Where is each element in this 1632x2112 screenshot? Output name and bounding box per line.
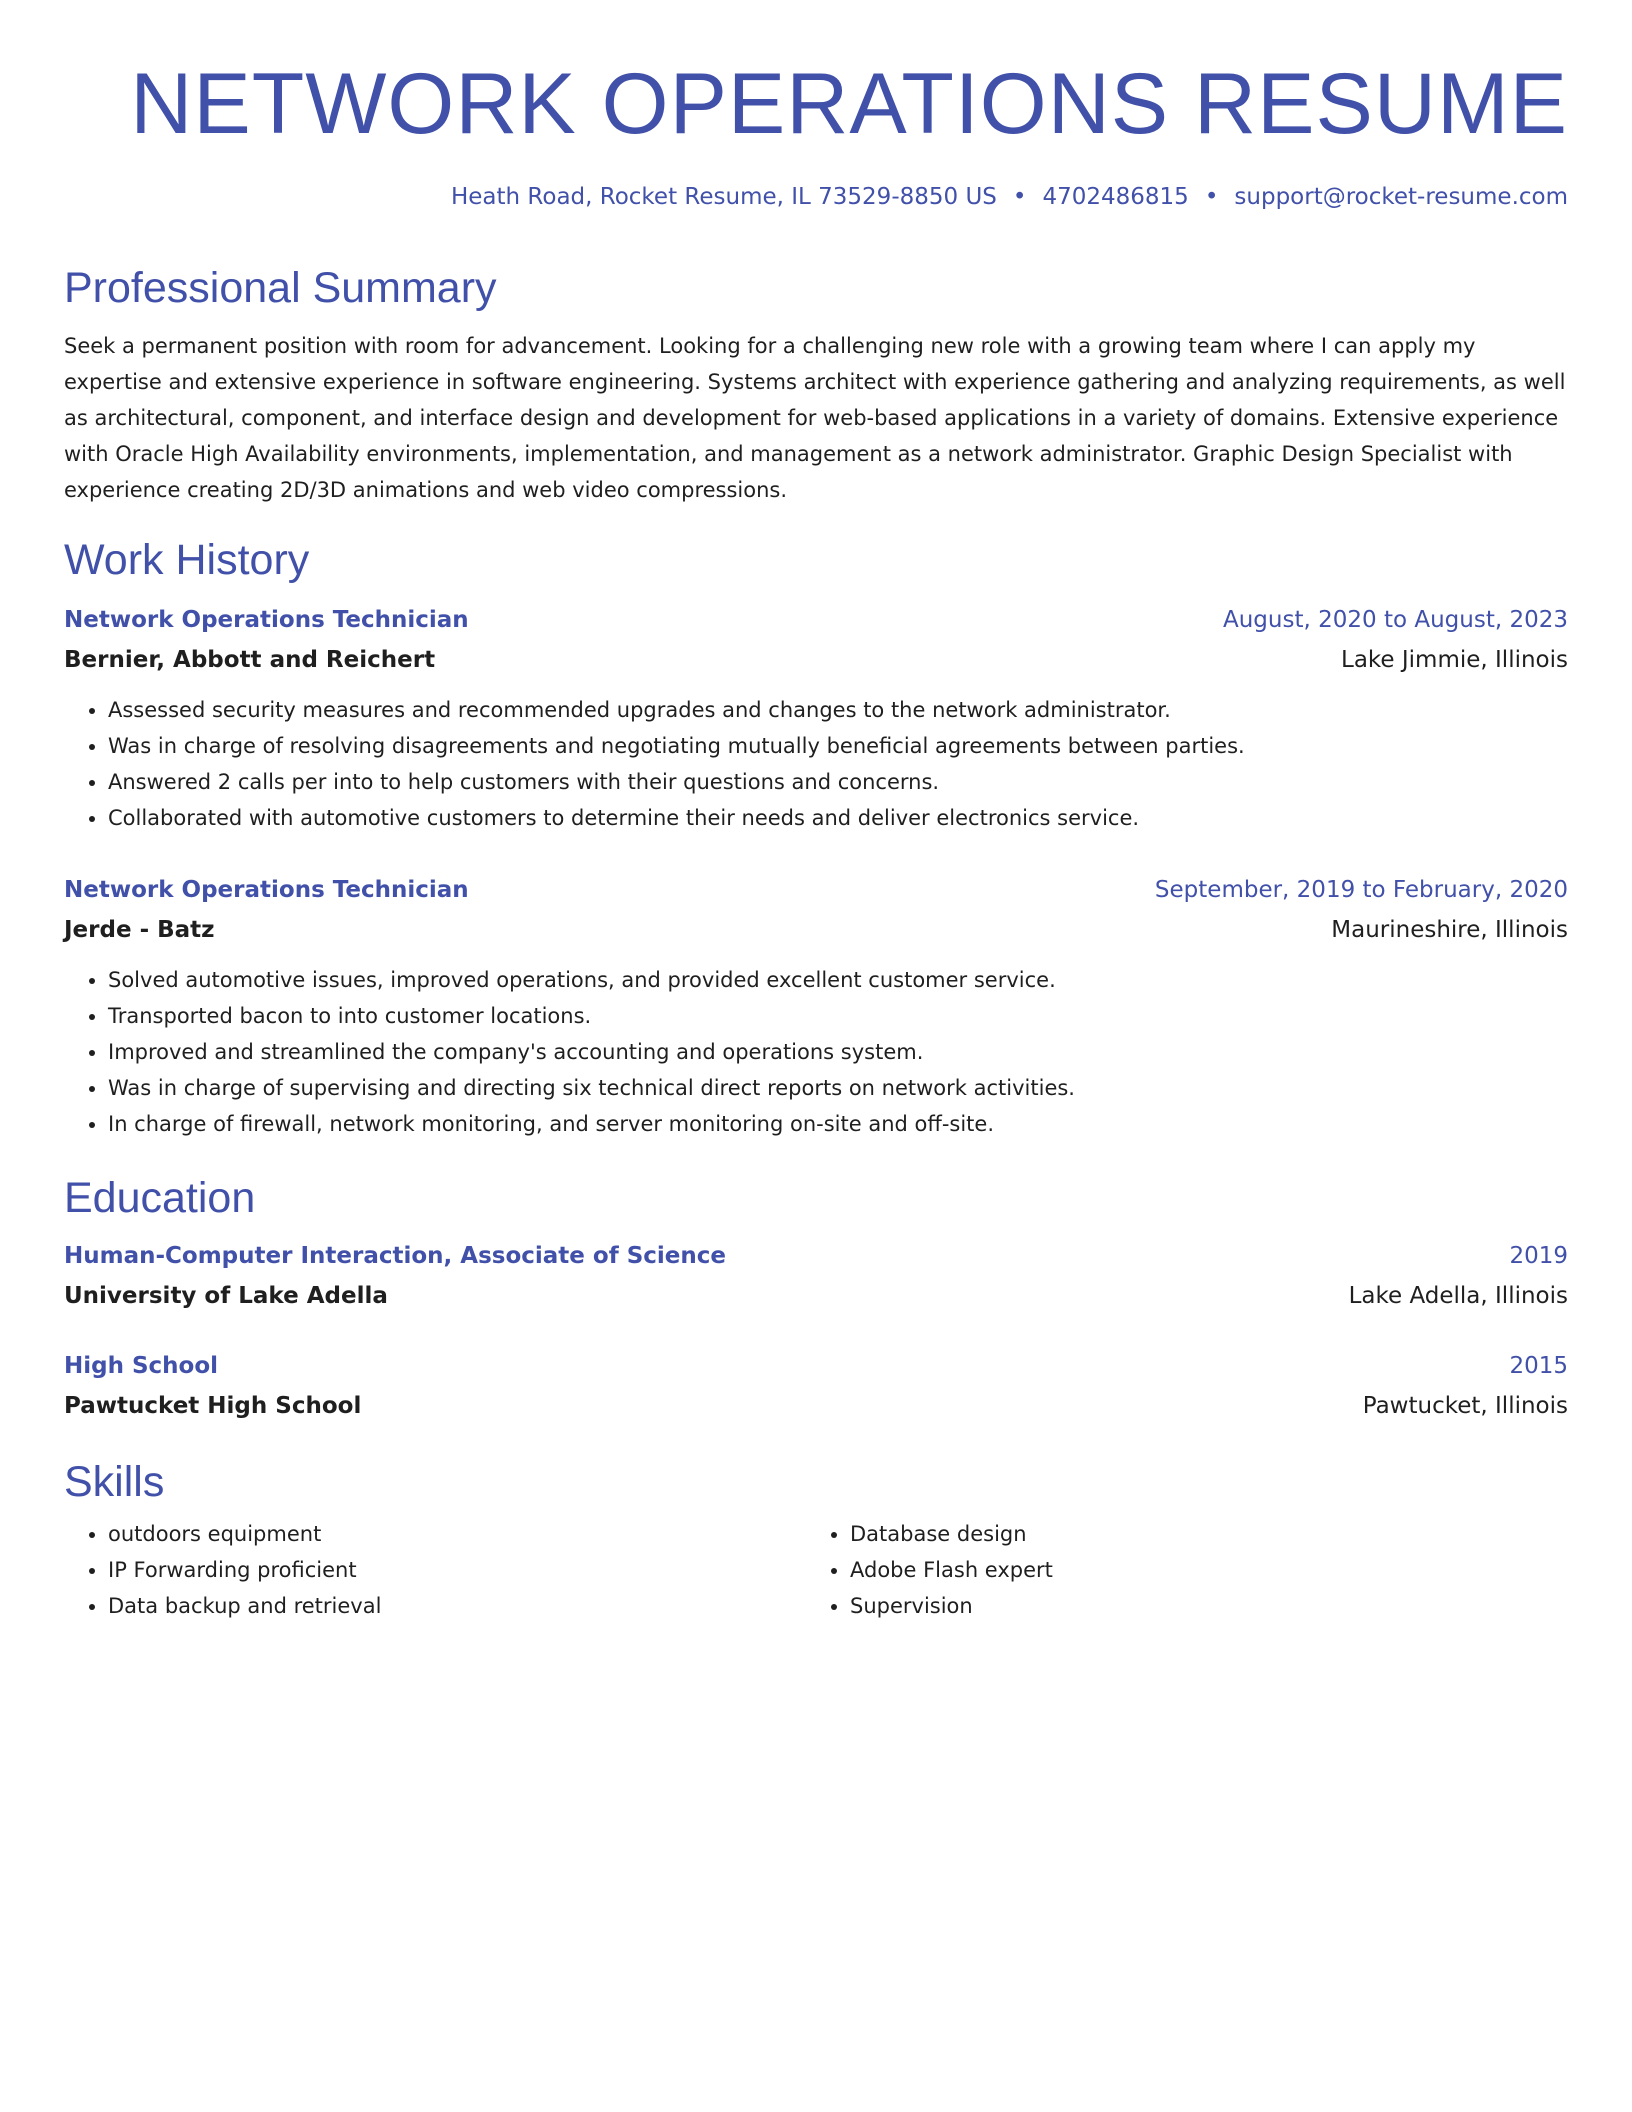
skills-column-left	[64, 1516, 806, 1624]
job-bullet: • Was in charge of supervising and directing six technical direct reports on network activities.	[108, 1070, 1568, 1106]
skills-column-right	[806, 1516, 1548, 1624]
job-company: Bernier, Abbott and Reichert	[64, 647, 436, 673]
education-header-row	[64, 1236, 1568, 1276]
education-school-row	[64, 1386, 1568, 1426]
summary-heading: Professional Summary	[64, 264, 497, 312]
job-entry	[64, 870, 1568, 1142]
job-bullet: • Transported bacon to into customer locations.	[108, 998, 1568, 1034]
skill-item: • Adobe Flash expert	[850, 1552, 1548, 1588]
job-header-row	[64, 600, 1568, 640]
job-dates: September, 2019 to February, 2020	[1154, 877, 1568, 903]
education-header-row	[64, 1346, 1568, 1386]
education-heading: Education	[64, 1174, 256, 1222]
skill-item: • Database design	[850, 1516, 1548, 1552]
job-bullet: • Answered 2 calls per into to help customers with their questions and concerns.	[108, 764, 1568, 800]
contact-separator: •	[1012, 184, 1027, 210]
resume-name: NETWORK OPERATIONS RESUME	[130, 56, 1568, 152]
education-location: Pawtucket, Illinois	[1362, 1393, 1568, 1419]
education-degree: Human-Computer Interaction, Associate of Science	[64, 1243, 727, 1269]
education-school: University of Lake Adella	[64, 1283, 388, 1309]
education-entry	[64, 1346, 1568, 1426]
job-bullet: • In charge of firewall, network monitoring, and server monitoring on-site and off-site.	[108, 1106, 1568, 1142]
job-company: Jerde - Batz	[64, 917, 215, 943]
skill-item: • IP Forwarding proficient	[108, 1552, 806, 1588]
skill-item: • Data backup and retrieval	[108, 1588, 806, 1624]
job-dates: August, 2020 to August, 2023	[1223, 607, 1568, 633]
contact-separator: •	[1204, 184, 1219, 210]
job-role: Network Operations Technician	[64, 877, 469, 903]
education-degree: High School	[64, 1353, 219, 1379]
education-year: 2019	[1509, 1243, 1568, 1269]
job-bullet: • Collaborated with automotive customers to determine their needs and deliver electronics service.	[108, 800, 1568, 836]
work-history-heading: Work History	[64, 536, 310, 584]
skills-heading: Skills	[64, 1458, 165, 1506]
job-bullets	[64, 692, 1568, 836]
resume-header	[64, 0, 1568, 212]
job-location: Maurineshire, Illinois	[1331, 917, 1568, 943]
job-bullet: • Solved automotive issues, improved operations, and provided excellent customer service.	[108, 962, 1568, 998]
job-role: Network Operations Technician	[64, 607, 469, 633]
education-year: 2015	[1509, 1353, 1568, 1379]
job-bullet: • Was in charge of resolving disagreements and negotiating mutually beneficial agreements between parties.	[108, 728, 1568, 764]
contact-address: Heath Road, Rocket Resume, IL 73529-8850 US	[450, 184, 997, 210]
job-company-row	[64, 640, 1568, 680]
contact-phone[interactable]: 4702486815	[1042, 184, 1189, 210]
education-entry	[64, 1236, 1568, 1316]
education-school: Pawtucket High School	[64, 1393, 362, 1419]
job-bullet: • Assessed security measures and recommended upgrades and changes to the network administrator.	[108, 692, 1568, 728]
skill-item: • outdoors equipment	[108, 1516, 806, 1552]
contact-line	[64, 182, 1568, 212]
contact-email[interactable]: support@rocket-resume.com	[1234, 184, 1568, 210]
skill-item: • Supervision	[850, 1588, 1548, 1624]
job-bullet: • Improved and streamlined the company's accounting and operations system.	[108, 1034, 1568, 1070]
education-school-row	[64, 1276, 1568, 1316]
education-location: Lake Adella, Illinois	[1348, 1283, 1568, 1309]
job-entry	[64, 600, 1568, 836]
job-bullets	[64, 962, 1568, 1142]
job-company-row	[64, 910, 1568, 950]
skills-grid	[64, 1516, 1568, 1624]
summary-text: Seek a permanent position with room for advancement. Looking for a challenging new role with a growing team where I can apply my expertise and extensive experience in software engineering. Systems architect with experience gathering and analyzing requirements, as well as architectural, component, and interface design and development for web-based applications in a variety of domains. Extensive experience with Oracle High Availability environments, implementation, and management as a network administrator. Graphic Design Specialist with experience creating 2D/3D animations and web video compressions.	[64, 334, 1566, 502]
job-header-row	[64, 870, 1568, 910]
job-location: Lake Jimmie, Illinois	[1341, 647, 1568, 673]
resume-page	[64, 0, 1568, 1624]
